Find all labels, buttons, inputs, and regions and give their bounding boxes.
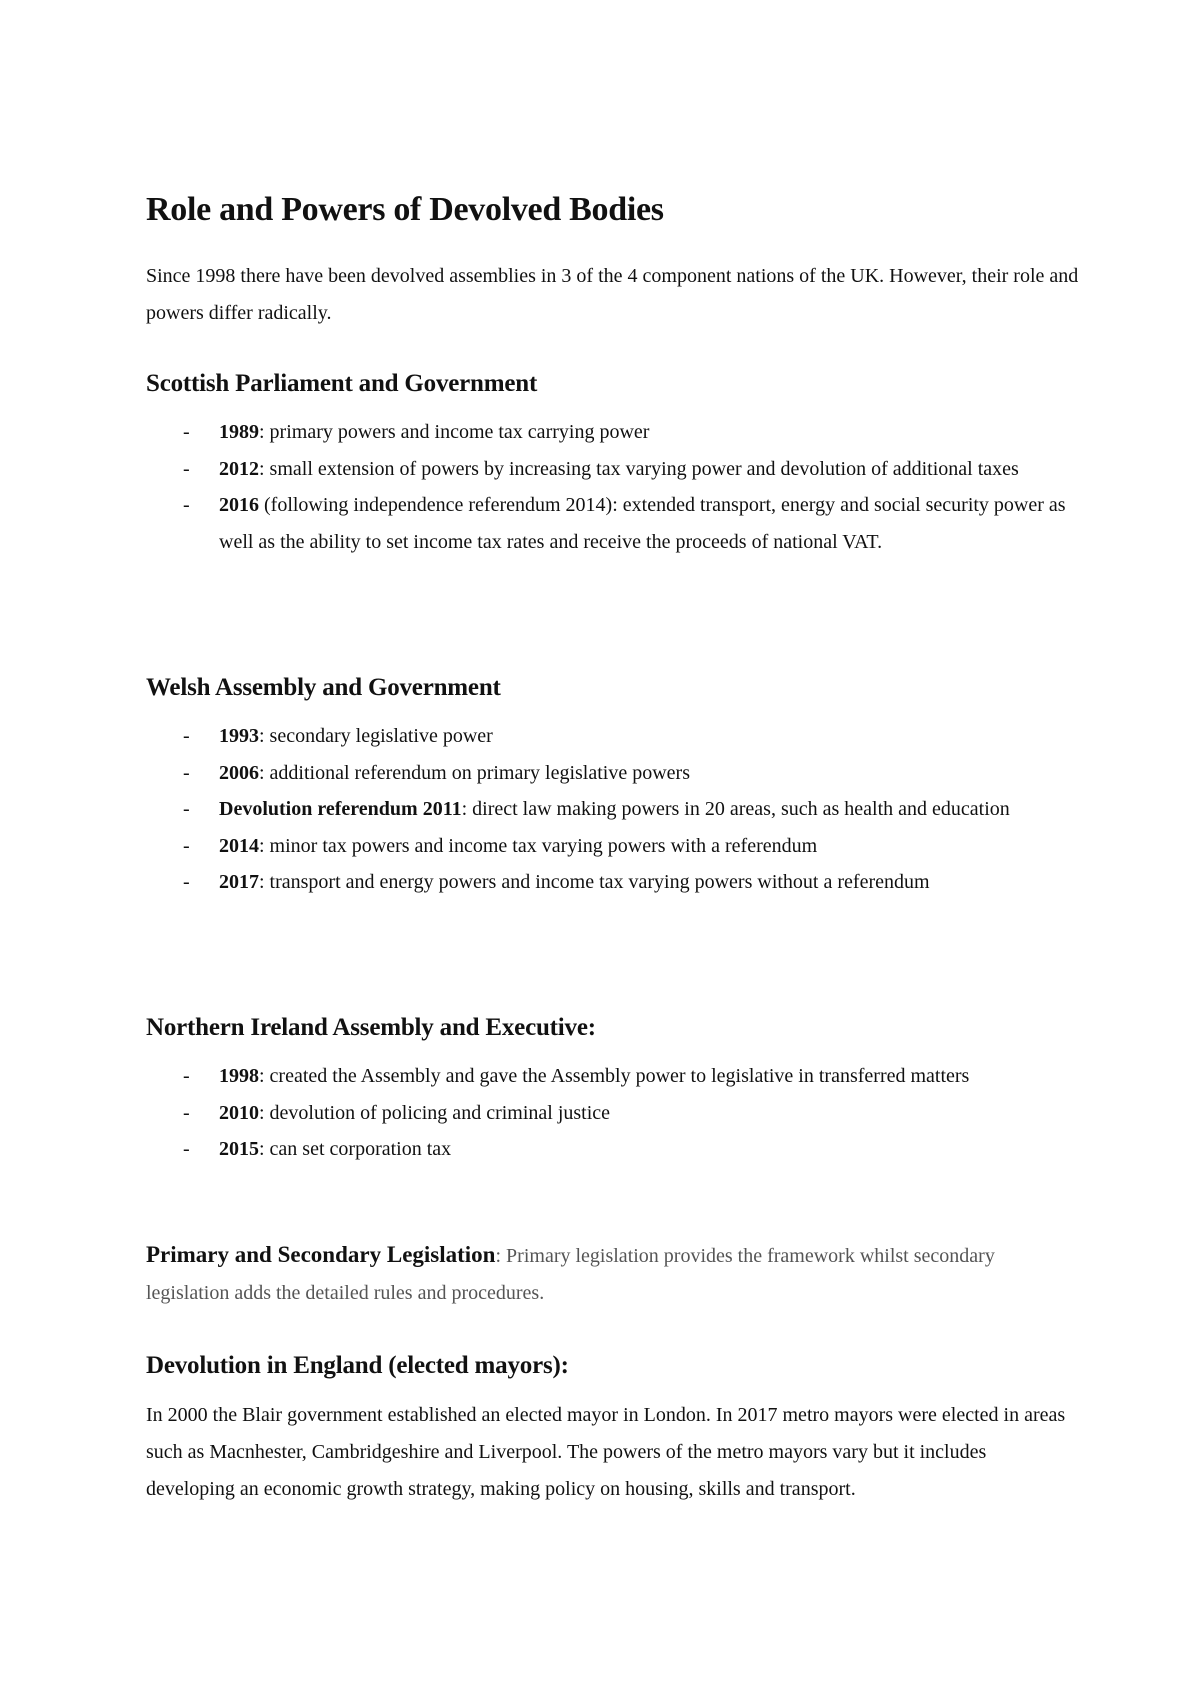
item-text: : devolution of policing and criminal justice xyxy=(259,1101,611,1124)
item-term: 1993 xyxy=(219,725,259,747)
wales-list xyxy=(146,718,1076,901)
scotland-heading: Scottish Parliament and Government xyxy=(146,370,538,397)
dash-bullet: - xyxy=(183,1138,190,1161)
item-term: 2015 xyxy=(219,1138,259,1161)
northern-ireland-heading: Northern Ireland Assembly and Executive: xyxy=(146,1014,596,1041)
wales-heading: Welsh Assembly and Government xyxy=(146,674,501,701)
item-text: : minor tax powers and income tax varying powers with a referendum xyxy=(259,834,818,857)
list-item xyxy=(146,414,1076,451)
list-item xyxy=(146,791,1076,828)
item-term: 2017 xyxy=(219,871,259,894)
list-item xyxy=(146,487,1076,560)
scotland-list xyxy=(146,414,1076,560)
list-item xyxy=(146,755,1076,792)
item-text: : additional referendum on primary legislative powers xyxy=(259,761,690,784)
item-term: 2010 xyxy=(219,1101,259,1124)
item-text: : secondary legislative power xyxy=(259,725,493,747)
dash-bullet: - xyxy=(183,494,190,517)
item-text: : can set corporation tax xyxy=(259,1138,452,1161)
list-item xyxy=(146,828,1076,865)
item-text: (following independence referendum 2014): extended transport, energy and social security power as well as the ability to set income tax rates and receive the proceeds of national VAT. xyxy=(219,494,1066,553)
list-item xyxy=(146,451,1076,488)
item-term: 2016 xyxy=(219,494,259,517)
dash-bullet: - xyxy=(183,725,190,747)
list-item xyxy=(146,1058,1076,1095)
item-term: 2012 xyxy=(219,457,259,480)
item-term: 2006 xyxy=(219,761,259,784)
item-text: : primary powers and income tax carrying power xyxy=(259,421,650,443)
item-text: : direct law making powers in 20 areas, such as health and education xyxy=(461,798,1010,821)
england-paragraph: In 2000 the Blair government established an elected mayor in London. In 2017 metro mayors were elected in areas such as Macnhester, Cambridgeshire and Liverpool. The powers of the metro mayors vary but it includes developing an economic growth strategy, making policy on housing, skills and transport. xyxy=(146,1404,1066,1500)
intro-paragraph: Since 1998 there have been devolved assemblies in 3 of the 4 component nations of the UK. However, their role and powers differ radically. xyxy=(146,265,1079,324)
legislation-definition: Primary legislation provides the framework whilst secondary legislation adds the detailed rules and procedures. xyxy=(146,1245,995,1304)
dash-bullet: - xyxy=(183,761,190,784)
item-term: 1998 xyxy=(219,1065,259,1087)
northern-ireland-list xyxy=(146,1058,1076,1168)
page-title: Role and Powers of Devolved Bodies xyxy=(146,191,664,228)
item-term: Devolution referendum 2011 xyxy=(219,798,462,821)
list-item xyxy=(146,1095,1076,1132)
legislation-term: Primary and Secondary Legislation xyxy=(146,1242,496,1267)
list-item xyxy=(146,864,1076,901)
legislation-paragraph xyxy=(146,1236,1076,1312)
item-text: : transport and energy powers and income tax varying powers without a referendum xyxy=(259,871,930,894)
item-text: : created the Assembly and gave the Assembly power to legislative in transferred matters xyxy=(259,1065,970,1087)
dash-bullet: - xyxy=(183,457,190,480)
item-term: 1989 xyxy=(219,421,259,443)
dash-bullet: - xyxy=(183,1101,190,1124)
list-item xyxy=(146,718,1076,755)
dash-bullet: - xyxy=(183,798,190,821)
dash-bullet: - xyxy=(183,834,190,857)
dash-bullet: - xyxy=(183,871,190,894)
item-text: : small extension of powers by increasing tax varying power and devolution of additional taxes xyxy=(259,457,1019,480)
item-term: 2014 xyxy=(219,834,259,857)
dash-bullet: - xyxy=(183,1065,190,1087)
list-item xyxy=(146,1131,1076,1168)
england-heading: Devolution in England (elected mayors): xyxy=(146,1352,569,1379)
dash-bullet: - xyxy=(183,421,190,443)
legislation-colon: : xyxy=(495,1245,502,1267)
